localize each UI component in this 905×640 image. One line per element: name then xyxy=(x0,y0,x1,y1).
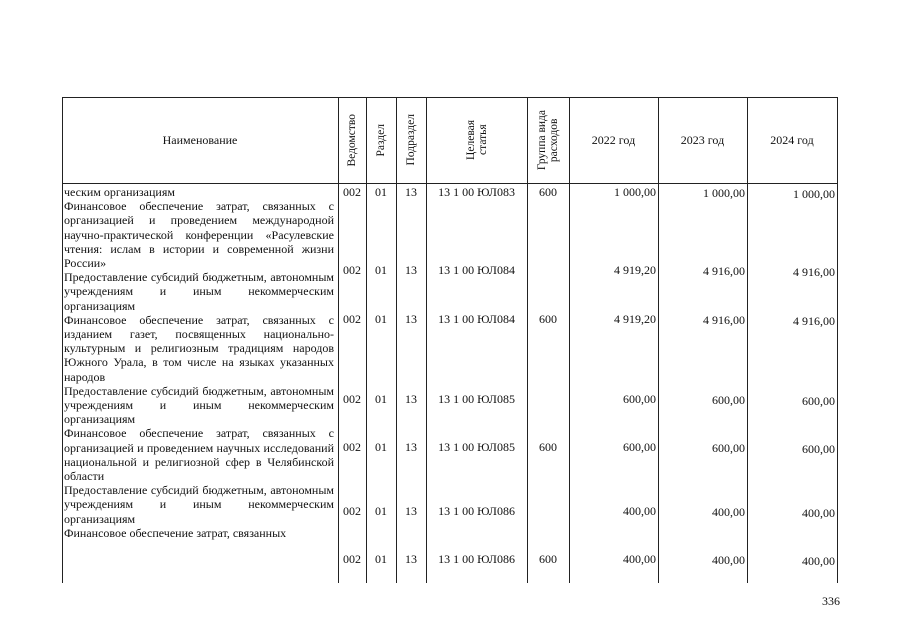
cell-target: 13 1 00 ЮЛ085 xyxy=(438,392,515,406)
cell-2024: 400,00 xyxy=(802,554,835,568)
header-2024: 2024 год xyxy=(770,132,814,147)
cell-2024: 4 916,00 xyxy=(793,314,835,328)
header-name: Наименование xyxy=(162,132,238,147)
cell-razdel: 01 xyxy=(375,185,387,199)
cell-podrazdel: 13 xyxy=(405,312,417,326)
cell-target: 13 1 00 ЮЛ084 xyxy=(438,312,515,326)
header-group: Группа вида расходов xyxy=(536,109,560,171)
cell-group: 600 xyxy=(539,440,557,454)
cell-group: 600 xyxy=(539,312,557,326)
header-razdel: Раздел xyxy=(375,123,387,157)
header-target-cell xyxy=(426,97,527,183)
cell-vedomstvo: 002 xyxy=(343,185,361,199)
cell-2023: 1 000,00 xyxy=(703,186,745,200)
cell-razdel: 01 xyxy=(375,263,387,277)
cell-2023: 600,00 xyxy=(712,441,745,455)
cell-2024: 600,00 xyxy=(802,442,835,456)
name-paragraph: Предоставление субсидий бюджетным, автономным учреждениям и иным некоммерческим организациям xyxy=(64,270,334,313)
cell-podrazdel: 13 xyxy=(405,185,417,199)
cell-razdel: 01 xyxy=(375,504,387,518)
cell-podrazdel: 13 xyxy=(405,504,417,518)
cell-target: 13 1 00 ЮЛ085 xyxy=(438,440,515,454)
cell-2022: 4 919,20 xyxy=(614,263,656,277)
cell-2022: 4 919,20 xyxy=(614,312,656,326)
cell-2022: 600,00 xyxy=(623,440,656,454)
cell-vedomstvo: 002 xyxy=(343,392,361,406)
cell-vedomstvo: 002 xyxy=(343,440,361,454)
name-column xyxy=(64,185,334,540)
cell-target: 13 1 00 ЮЛ083 xyxy=(438,185,515,199)
header-podrazdel: Подраздел xyxy=(405,114,417,166)
header-2022: 2022 год xyxy=(591,132,636,147)
cell-vedomstvo: 002 xyxy=(343,504,361,518)
header-razdel-cell xyxy=(366,97,396,183)
cell-2023: 4 916,00 xyxy=(703,264,745,278)
cell-2023: 600,00 xyxy=(712,393,745,407)
cell-podrazdel: 13 xyxy=(405,440,417,454)
cell-vedomstvo: 002 xyxy=(343,263,361,277)
name-paragraph: Предоставление субсидий бюджетным, автономным учреждениям и иным некоммерческим организациям xyxy=(64,483,334,526)
cell-2023: 4 916,00 xyxy=(703,313,745,327)
header-vedomstvo: Ведомство xyxy=(346,113,358,167)
cell-2024: 600,00 xyxy=(802,394,835,408)
cell-podrazdel: 13 xyxy=(405,552,417,566)
header-podrazdel-cell xyxy=(396,97,426,183)
col-border xyxy=(837,97,838,583)
cell-razdel: 01 xyxy=(375,392,387,406)
cell-2024: 1 000,00 xyxy=(793,187,835,201)
cell-target: 13 1 00 ЮЛ086 xyxy=(438,552,515,566)
page-number: 336 xyxy=(822,594,840,608)
cell-2022: 600,00 xyxy=(623,392,656,406)
cell-2022: 1 000,00 xyxy=(614,185,656,199)
name-paragraph: Финансовое обеспечение затрат, связанных с изданием газет, посвященных национально-культурным и религиозным традициям народов Южного Урала, в том числе на языках указанных народов xyxy=(64,312,334,384)
cell-target: 13 1 00 ЮЛ084 xyxy=(438,263,515,277)
cell-podrazdel: 13 xyxy=(405,263,417,277)
cell-razdel: 01 xyxy=(375,552,387,566)
cell-podrazdel: 13 xyxy=(405,392,417,406)
cell-razdel: 01 xyxy=(375,440,387,454)
header-vedomstvo-cell xyxy=(338,97,366,183)
cell-vedomstvo: 002 xyxy=(343,552,361,566)
cell-target: 13 1 00 ЮЛ086 xyxy=(438,504,515,518)
budget-table xyxy=(62,97,838,583)
name-paragraph: Финансовое обеспечение затрат, связанных с организацией и проведением научных исследований национальной и религиозной сфер в Челябинской области xyxy=(64,426,334,484)
cell-2024: 400,00 xyxy=(802,506,835,520)
cell-2023: 400,00 xyxy=(712,505,745,519)
name-paragraph: Предоставление субсидий бюджетным, автономным учреждениям и иным некоммерческим организациям xyxy=(64,383,334,427)
cell-2024: 4 916,00 xyxy=(793,265,835,279)
cell-group: 600 xyxy=(539,185,557,199)
cell-razdel: 01 xyxy=(375,312,387,326)
name-paragraph: Финансовое обеспечение затрат, связанных с организацией и проведением международной научно-практической конференции «Расулевские чтения: ислам в истории и современной жизни России» xyxy=(64,199,334,271)
cell-group: 600 xyxy=(539,552,557,566)
cell-2022: 400,00 xyxy=(623,552,656,566)
cell-vedomstvo: 002 xyxy=(343,312,361,326)
name-paragraph: Финансовое обеспечение затрат, связанных xyxy=(64,525,287,540)
cell-2023: 400,00 xyxy=(712,553,745,567)
header-group-cell xyxy=(527,97,569,183)
header-2023: 2023 год xyxy=(680,132,725,147)
header-bottom-border xyxy=(62,183,838,184)
name-paragraph: ческим организациям xyxy=(64,185,175,199)
cell-2022: 400,00 xyxy=(623,504,656,518)
header-target: Целевая статья xyxy=(464,120,489,160)
